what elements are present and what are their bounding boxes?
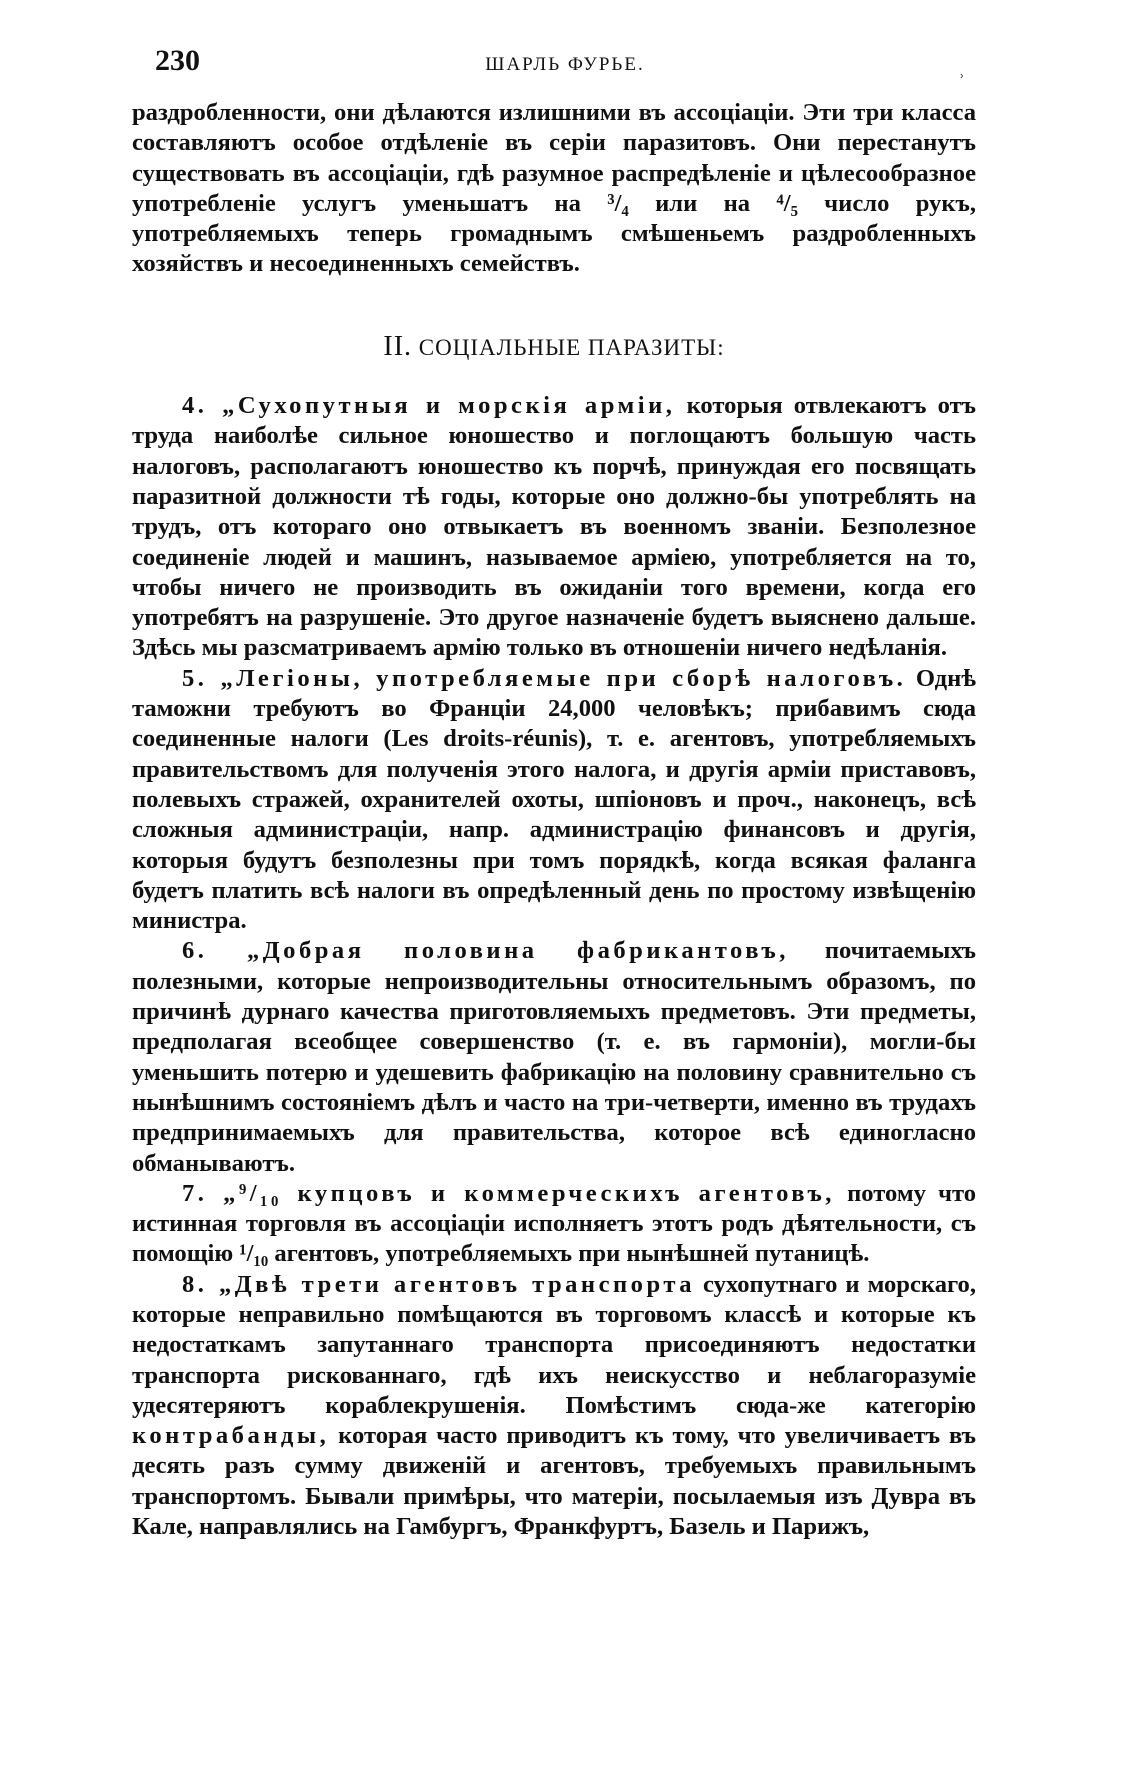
paragraph-item-5 (132, 664, 976, 937)
item-8-text: сухопутнаго и морскаго, которые неправильно помѣщаются въ торговомъ классѣ и которые къ недостаткамъ запутаннаго транспорта присоединяютъ недостатки транспорта рискованнаго, гдѣ ихъ неискусство и неблагоразуміе удесятеряютъ кораблекрушенія. Помѣстимъ сюда-же категорію (132, 1270, 976, 1419)
item-4-text: которыя отвлекаютъ отъ труда наиболѣе сильное юношество и поглощаютъ большую часть налоговъ, располагаютъ юношество къ порчѣ, принуждая его посвящать паразитной должности тѣ годы, которые оно должно-бы употреблять на трудъ, отъ котораго оно отвыкаетъ въ военномъ званіи. Безполезное соединеніе людей и машинъ, называемое арміею, употребляется на то, чтобы ничего не производить въ ожиданіи того времени, когда его употребятъ на разрушеніе. Это другое назначеніе будетъ выяснено дальше. Здѣсь мы разсматриваемъ армію только въ отношеніи ничего недѣланія. (132, 392, 977, 662)
section-numeral: II. (383, 330, 413, 362)
paragraph-item-4 (132, 391, 976, 664)
paragraph-item-7 (132, 1179, 976, 1270)
item-6-text: почитаемыхъ полезными, которые непроизводительны относительнымъ образомъ, по причинѣ дурнаго качества приготовляемыхъ предметовъ. Эти предметы, предполагая всеобщее совершенство (т. е. въ гармоніи), могли-бы уменьшить потерю и удешевить фабрикацію на половину сравнительно съ нынѣшнимъ состояніемъ дѣлъ и часто на три-четверти, именно въ трудахъ предпринимаемыхъ для правительства, которое всѣ единогласно обманываютъ. (132, 937, 976, 1177)
item-4-lead: 4. „Сухопутныя и морскія арміи, (182, 392, 676, 420)
paragraph-item-6 (132, 936, 976, 1178)
item-6-lead: 6. „Добрая половина фабрикантовъ, (182, 937, 789, 965)
item-7-text: потому что истинная торговля въ ассоціаціи исполняетъ этотъ родъ дѣятельности, съ помощію ¹/₁₀ агентовъ, употребляемыхъ при нынѣшней путаницѣ. (132, 1179, 976, 1268)
item-8-emphasis: контрабанды, (132, 1422, 330, 1450)
body-text (132, 98, 976, 1542)
stray-mark: ˒ (958, 62, 965, 84)
item-7-lead: 7. „⁹/₁₀ купцовъ и коммерческихъ агентовъ, (182, 1179, 835, 1207)
item-8-lead: 8. „Двѣ трети агентовъ транспорта (182, 1270, 696, 1298)
section-heading (132, 332, 976, 363)
item-5-lead: 5. „Легіоны, употребляемые при сборѣ налоговъ. (182, 664, 907, 692)
page-number: 230 (155, 44, 200, 77)
paragraph-continuation: раздробленности, они дѣлаются излишними въ ассоціаціи. Эти три класса составляютъ особое отдѣленіе въ серіи паразитовъ. Они перестанутъ существовать въ ассоціаціи, гдѣ разумное распредѣленіе и цѣлесообразное употребленіе услугъ уменьшатъ на ³/₄ или на ⁴/₅ число рукъ, употребляемыхъ теперь громаднымъ смѣшеньемъ раздробленныхъ хозяйствъ и несоединенныхъ семействъ. (132, 99, 976, 278)
item-8-text-end: которая часто приводитъ къ тому, что увеличиваетъ въ десять разъ сумму движеній и агентовъ, требуемыхъ правильнымъ транспортомъ. Бывали примѣры, что матеріи, посылаемыя изъ Дувра въ Кале, направлялись на Гамбургъ, Франкфуртъ, Базель и Парижъ, (132, 1422, 976, 1541)
section-title: СОЦІАЛЬНЫЕ ПАРАЗИТЫ: (418, 334, 725, 360)
item-5-text: Однѣ таможни требуютъ во Франціи 24,000 человѣкъ; прибавимъ сюда соединенные налоги (Les droits-réunis), т. е. агентовъ, употребляемыхъ правительствомъ для полученія этого налога, и другія арміи приставовъ, полевыхъ стражей, охранителей охоты, шпіоновъ и проч., наконецъ, всѣ сложныя администраціи, напр. администрацію финансовъ и другія, которыя будутъ безполезны при томъ порядкѣ, когда всякая фаланга будетъ платить всѣ налоги въ опредѣленный день по простому извѣщенію министра. (132, 664, 977, 935)
running-title: ШАРЛЬ ФУРЬЕ. (485, 54, 645, 75)
paragraph-item-8 (132, 1270, 976, 1543)
page-header (155, 44, 975, 84)
